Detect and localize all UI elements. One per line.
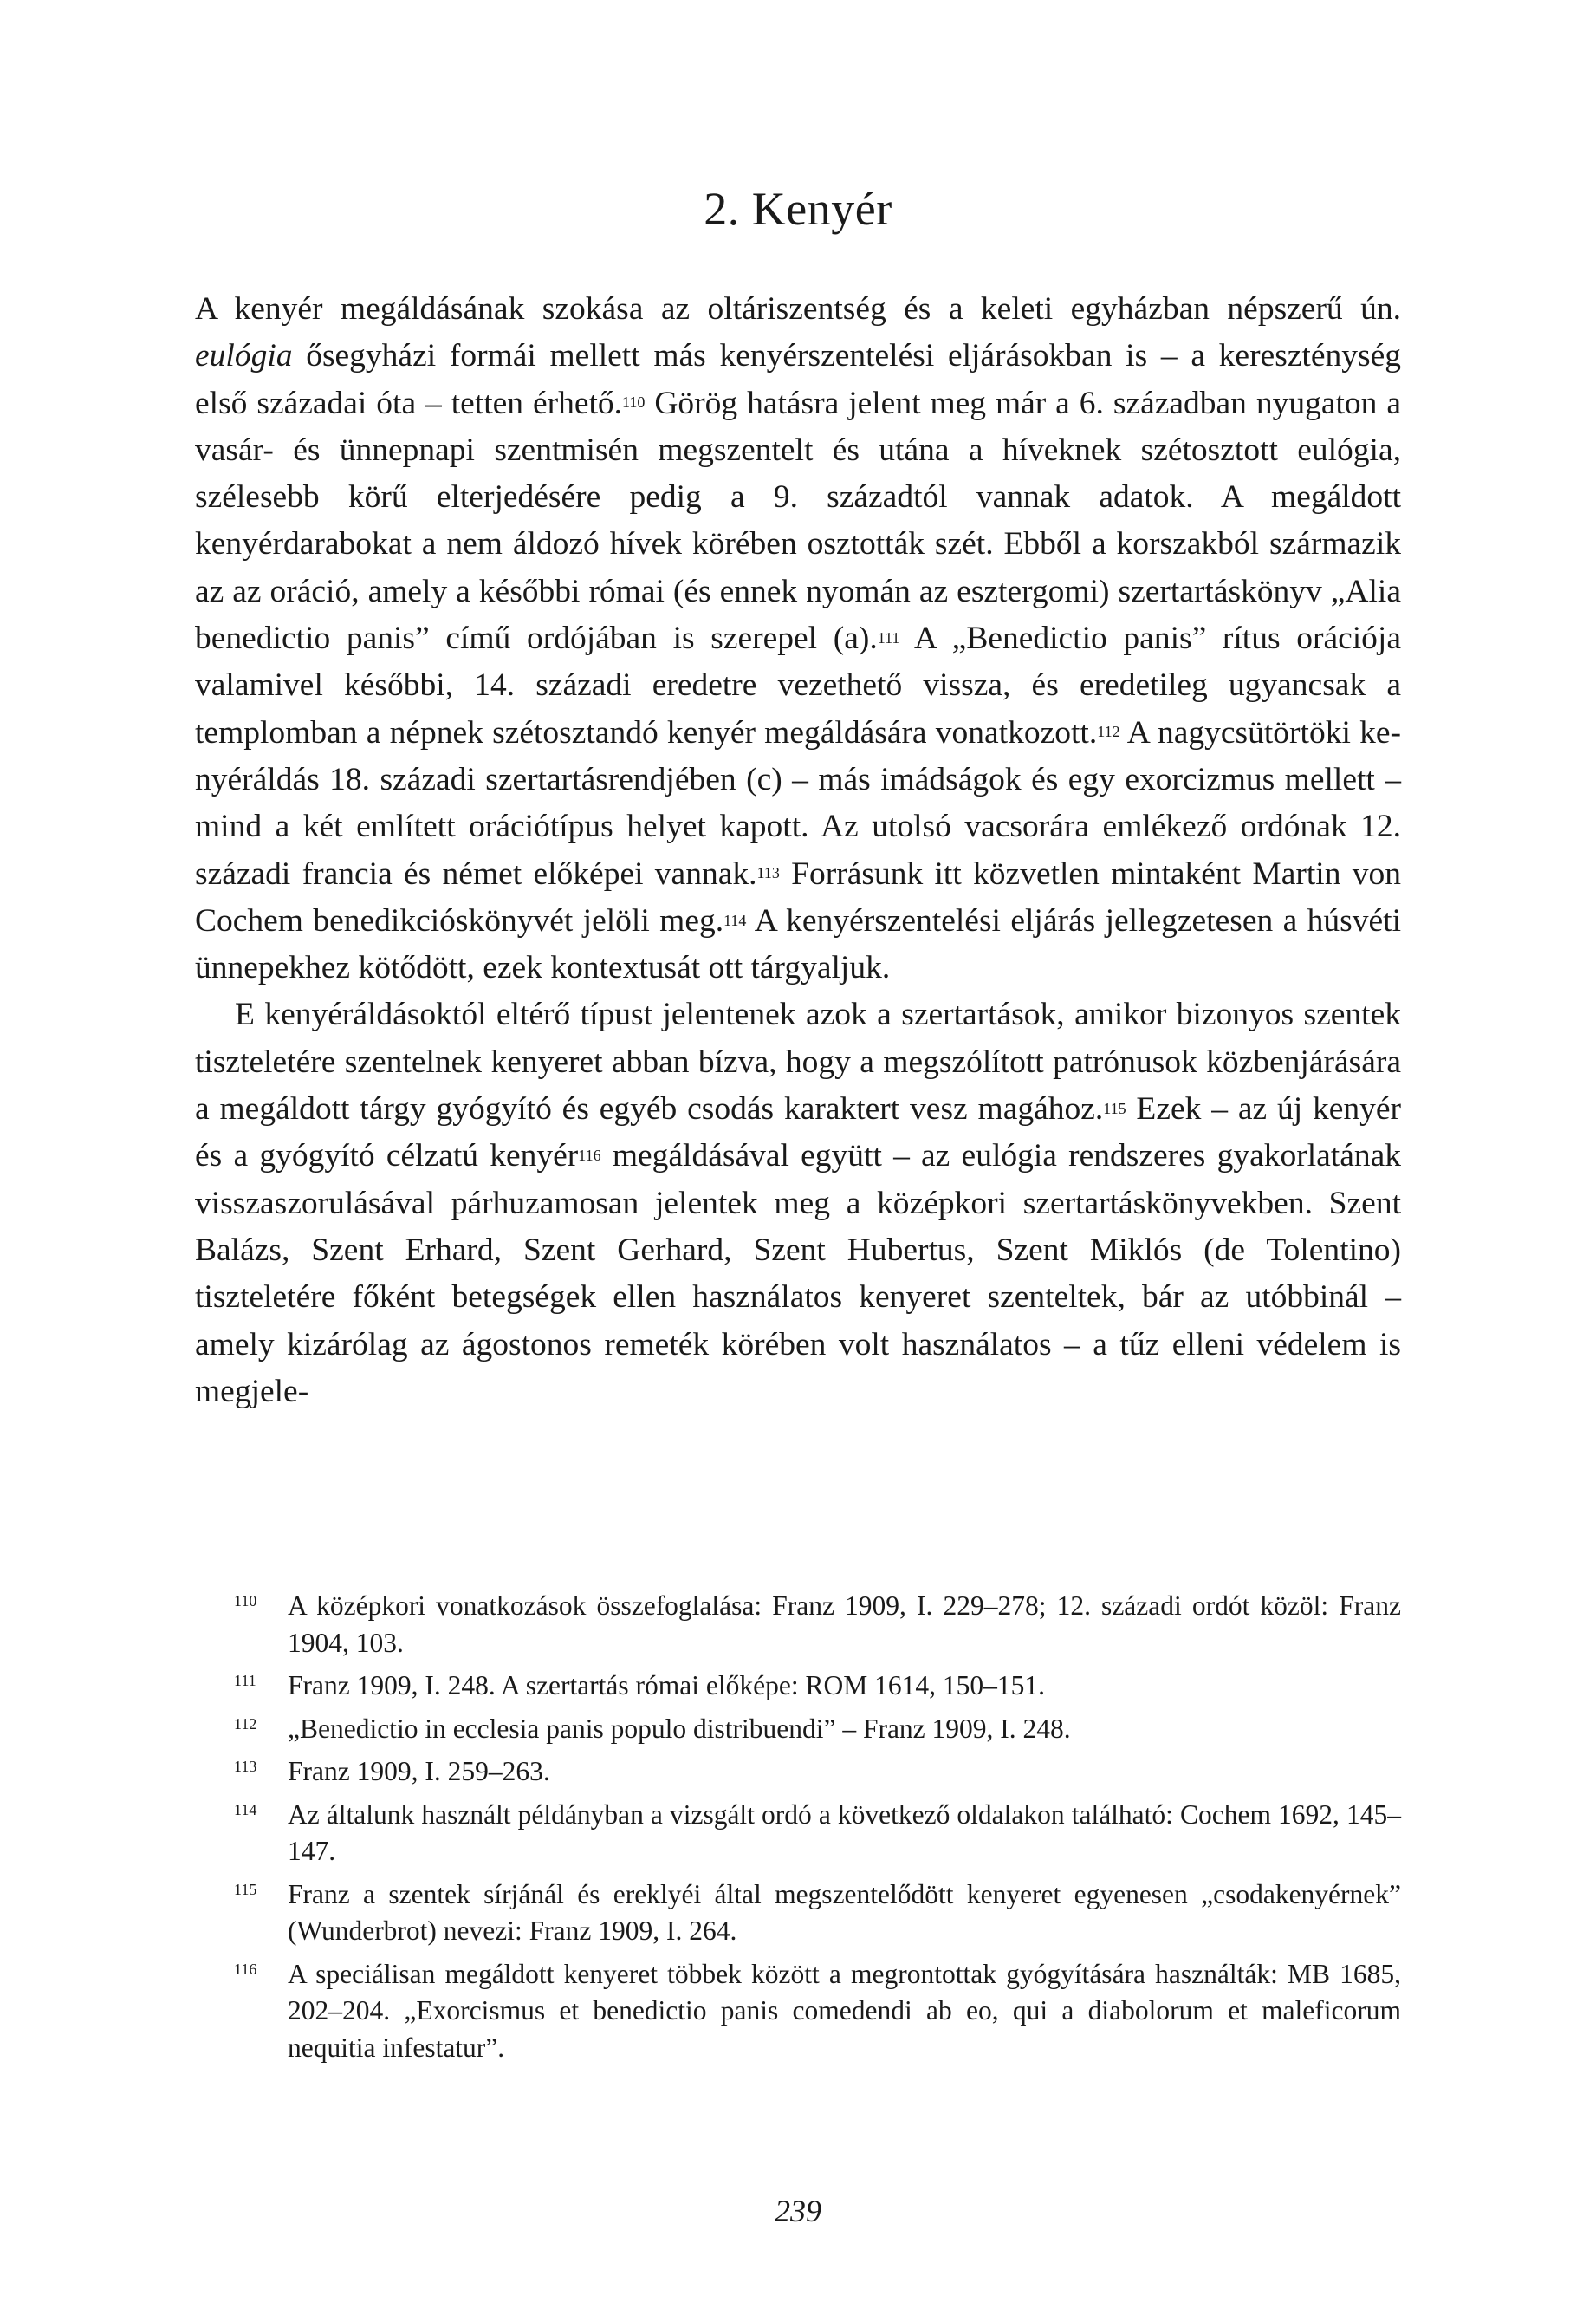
footnote-number: 112 [234,1714,257,1733]
text-run: A kenyér megáldásának szokása az oltáriszentség és a keleti egyházban népszerű ún. [195,291,1401,327]
footnote-number: 116 [234,1960,257,1978]
footnote-text: Franz 1909, I. 248. A szertartás római előképe: ROM 1614, 150–151. [288,1670,1045,1700]
text-run: Ezek – az új kenyér és a gyógyító célzatú kenyér [195,1091,1401,1174]
footnote-text: A speciálisan megáldott kenyeret többek között a megrontottak gyógyítására használták: MB 1685, 202–204. „Exorcismus et benedictio panis comedendi ab eo, qui a diabolorum et maleficorum nequitia infestatur”. [288,1958,1401,2063]
page-number: 239 [775,2194,821,2228]
footnote-text: „Benedictio in ecclesia panis populo distribuendi” – Franz 1909, I. 248. [288,1713,1071,1744]
footnote [234,1711,1401,1748]
text-run: A kenyérszentelési eljárás jellegzetesen a húsvéti ünnepekhez kötődött, ezek kontextusát ott tárgyaljuk. [195,902,1401,986]
body-text [195,286,1401,1415]
footnote [234,1876,1401,1950]
text-run: Forrásunk itt közvetlen mintaként Martin von Cochem benedikcióskönyvét jelöli meg. [195,855,1402,939]
footnote-number: 115 [234,1880,257,1898]
text-run: ősegyházi formái mellett más kenyérszentelési eljárásokban is – a kereszténység első századai óta – tetten érhető. [195,338,1401,421]
text-run: A „Benedictio panis” rítus orációja valamivel későbbi, 14. századi eredetre vezethető vissza, és eredetileg ugyancsak a templomban a népnek szétosztandó kenyér megáldására vonatkozott. [195,621,1401,751]
text-run: E kenyéráldásoktól eltérő típust jelentenek azok a szertartások, amikor bizonyos szentek tiszteletére szentelnek kenyeret abban bízva, hogy a megszólított patrónusok közbenjárására a megáldott tárgy gyógyító és egyéb csodás karaktert vesz magához. [195,997,1401,1128]
footnote-reference: 114 [723,911,747,929]
footnote [234,1588,1401,1661]
text-run: A nagycsütörtöki kenyéráldás 18. századi szertartásrendjében (c) – más imádságok és egy exorcizmus mellett – mind a két említett orációtípus helyet kapott. Az utolsó vacsorára emlékező ordónak 12. századi francia és német előképei vannak. [195,714,1401,892]
footnote-reference: 115 [1103,1099,1126,1117]
footnote-number: 111 [234,1672,256,1689]
footnote-text: Franz a szentek sírjánál és ereklyéi által megszentelődött kenyeret egyenesen „csodakenyérnek” (Wunderbrot) nevezi: Franz 1909, I. 264. [288,1878,1401,1946]
body-paragraph [195,992,1401,1415]
footnote [234,1668,1401,1705]
chapter-title: 2. Kenyér [704,183,892,235]
footnote [234,1956,1401,2067]
footnote-reference: 113 [756,864,780,882]
text-run: Görög hatásra jelent meg már a 6. században nyugaton a vasár- és ünnepnapi szentmisén megszentelt és utána a híveknek szétosztott eulógia, szélesebb körű elterjedésére pedig a 9. századtól vannak adatok. A megáldott kenyérdarabokat a nem áldozó hívek körében osztották szét. Ebből a korszakból származik az az oráció, amely a későbbi római (és ennek nyomán az esztergomi) szertartáskönyv „Alia benedictio panis” című ordójában is szerepel (a). [195,385,1401,657]
italic-term: eulógia [195,338,293,374]
footnote [234,1797,1401,1870]
footnote-reference: 116 [578,1147,601,1165]
footnote-text: Franz 1909, I. 259–263. [288,1756,550,1786]
footnote-reference: 112 [1097,723,1120,741]
body-paragraph [195,286,1401,992]
footnote-number: 114 [234,1800,257,1818]
footnote-reference: 110 [622,393,646,412]
footnote-reference: 111 [877,628,900,647]
footnote-text: A középkori vonatkozások összefoglalása: Franz 1909, I. 229–278; 12. századi ordót közöl: Franz 1904, 103. [288,1590,1401,1658]
footnote-number: 113 [234,1758,257,1775]
footnote-number: 110 [234,1592,257,1609]
footnote [234,1753,1401,1791]
text-run: megáldásával együtt – az eulógia rendszeres gyakorlatának visszaszorulásával párhuzamosan jelentek meg a középkori szertartáskönyvekben. Szent Balázs, Szent Erhard, Szent Gerhard, Szent Hubertus, Szent Miklós (de Tolentino) tiszteletére főként betegségek ellen használatos kenyeret szenteltek, bár az utóbbinál – amely kizárólag az ágostonos remeték körében volt használatos – a tűz elleni védelem is megjele- [195,1138,1401,1409]
footnotes [234,1588,1401,2072]
footnote-text: Az általunk használt példányban a vizsgált ordó a következő oldalakon található: Cochem 1692, 145–147. [288,1798,1401,1866]
